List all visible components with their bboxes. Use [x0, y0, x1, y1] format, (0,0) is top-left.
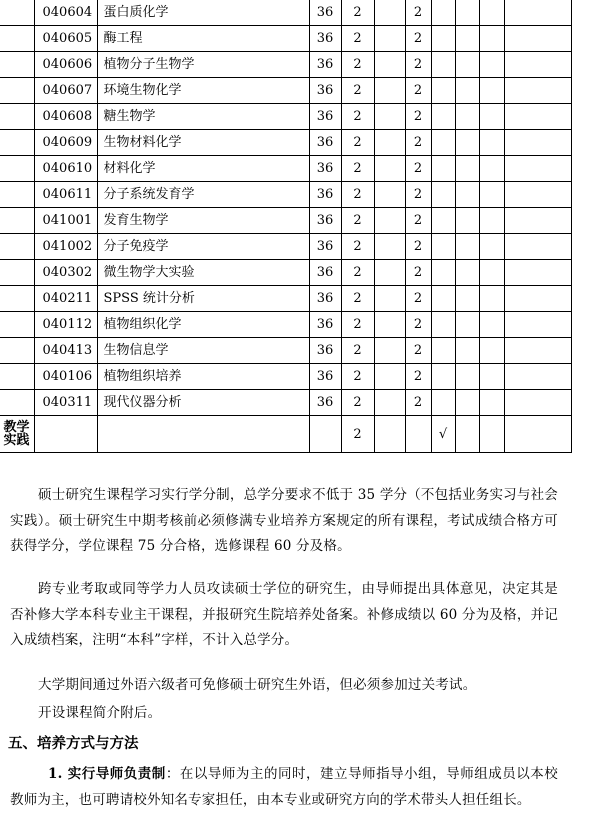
table-row [0, 104, 571, 130]
course-name: SPSS 统计分析 [97, 286, 309, 312]
empty-cell [504, 260, 571, 286]
course-hours: 36 [309, 78, 341, 104]
empty-cell [455, 312, 479, 338]
course-credits: 2 [341, 0, 374, 26]
course-semester: 2 [405, 26, 431, 52]
category-cell [0, 0, 34, 26]
course-name: 材料化学 [97, 156, 309, 182]
category-cell [0, 364, 34, 390]
course-credits: 2 [341, 338, 374, 364]
course-credits: 2 [341, 364, 374, 390]
practice-check-mark: √ [431, 416, 455, 453]
empty-cell [455, 182, 479, 208]
empty-cell [455, 156, 479, 182]
empty-cell [431, 26, 455, 52]
course-semester: 2 [405, 130, 431, 156]
empty-cell [504, 78, 571, 104]
paragraph-language-exemption: 大学期间通过外语六级者可免修硕士研究生外语，但必须参加过关考试。 [38, 677, 477, 693]
course-code: 040611 [34, 182, 97, 208]
empty-cell [455, 234, 479, 260]
empty-cell [479, 260, 504, 286]
empty-cell [455, 416, 479, 453]
course-credits: 2 [341, 182, 374, 208]
course-code: 040311 [34, 390, 97, 416]
course-hours: 36 [309, 182, 341, 208]
course-code: 040606 [34, 52, 97, 78]
course-name: 酶工程 [97, 26, 309, 52]
course-semester: 2 [405, 234, 431, 260]
course-name: 糖生物学 [97, 104, 309, 130]
paragraph-course-intro: 开设课程简介附后。 [38, 705, 162, 721]
course-name: 分子免疫学 [97, 234, 309, 260]
category-cell [0, 26, 34, 52]
category-cell [0, 234, 34, 260]
empty-cell [455, 78, 479, 104]
table-row [0, 286, 571, 312]
empty-cell [374, 0, 405, 26]
course-semester: 2 [405, 260, 431, 286]
paragraph-credit-system: 硕士研究生课程学习实行学分制，总学分要求不低于 35 学分（不包括业务实习与社会实践）。硕士研究生中期考核前必须修满专业培养方案规定的所有课程，考试成绩合格方可获得学分，学位课程 75 分合格，选修课程 60 分及格。 [10, 487, 558, 554]
course-code: 040605 [34, 26, 97, 52]
course-credits: 2 [341, 78, 374, 104]
table-row [0, 260, 571, 286]
table-row-teaching-practice [0, 416, 571, 453]
empty-cell [504, 52, 571, 78]
course-code: 040609 [34, 130, 97, 156]
empty-cell [455, 0, 479, 26]
table-row [0, 52, 571, 78]
course-code: 040211 [34, 286, 97, 312]
empty-cell [479, 312, 504, 338]
course-code: 040607 [34, 78, 97, 104]
empty-cell [479, 156, 504, 182]
empty-cell [504, 416, 571, 453]
table-row [0, 234, 571, 260]
empty-cell [374, 26, 405, 52]
course-name: 生物信息学 [97, 338, 309, 364]
course-hours: 36 [309, 26, 341, 52]
course-name: 植物组织化学 [97, 312, 309, 338]
course-semester: 2 [405, 182, 431, 208]
empty-cell [374, 78, 405, 104]
table-row [0, 130, 571, 156]
course-semester: 2 [405, 390, 431, 416]
course-code: 040610 [34, 156, 97, 182]
course-name: 现代仪器分析 [97, 390, 309, 416]
empty-cell [374, 52, 405, 78]
empty-cell [431, 286, 455, 312]
empty-cell [479, 78, 504, 104]
empty-cell [479, 26, 504, 52]
course-hours: 36 [309, 390, 341, 416]
empty-cell [374, 390, 405, 416]
empty-cell [431, 312, 455, 338]
course-hours: 36 [309, 208, 341, 234]
course-credits: 2 [341, 104, 374, 130]
course-credits: 2 [341, 208, 374, 234]
empty-cell [374, 234, 405, 260]
table-row [0, 0, 571, 26]
table-row [0, 208, 571, 234]
empty-cell [34, 416, 97, 453]
empty-cell [431, 208, 455, 234]
empty-cell [374, 286, 405, 312]
table-row [0, 312, 571, 338]
empty-cell [479, 208, 504, 234]
empty-cell [455, 26, 479, 52]
empty-cell [431, 78, 455, 104]
course-hours: 36 [309, 104, 341, 130]
table-row [0, 78, 571, 104]
empty-cell [479, 182, 504, 208]
empty-cell [431, 104, 455, 130]
course-semester: 2 [405, 156, 431, 182]
table-row [0, 338, 571, 364]
course-semester: 2 [405, 286, 431, 312]
empty-cell [504, 182, 571, 208]
empty-cell [479, 416, 504, 453]
empty-cell [479, 0, 504, 26]
course-hours: 36 [309, 286, 341, 312]
course-semester: 2 [405, 52, 431, 78]
empty-cell [455, 130, 479, 156]
course-semester: 2 [405, 338, 431, 364]
empty-cell [431, 156, 455, 182]
empty-cell [479, 130, 504, 156]
course-name: 蛋白质化学 [97, 0, 309, 26]
practice-credits: 2 [341, 416, 374, 453]
empty-cell [405, 416, 431, 453]
empty-cell [374, 260, 405, 286]
empty-cell [431, 260, 455, 286]
empty-cell [374, 104, 405, 130]
category-cell [0, 182, 34, 208]
category-cell [0, 156, 34, 182]
empty-cell [455, 52, 479, 78]
course-credits: 2 [341, 156, 374, 182]
empty-cell [374, 416, 405, 453]
category-teaching-practice [0, 416, 34, 453]
empty-cell [431, 234, 455, 260]
category-line: 教学 [3, 420, 30, 435]
empty-cell [455, 286, 479, 312]
empty-cell [431, 338, 455, 364]
course-code: 040608 [34, 104, 97, 130]
course-hours: 36 [309, 338, 341, 364]
empty-cell [504, 104, 571, 130]
empty-cell [455, 260, 479, 286]
empty-cell [504, 338, 571, 364]
course-name: 生物材料化学 [97, 130, 309, 156]
category-cell [0, 130, 34, 156]
category-cell [0, 338, 34, 364]
course-code: 040604 [34, 0, 97, 26]
empty-cell [504, 312, 571, 338]
empty-cell [97, 416, 309, 453]
category-cell [0, 78, 34, 104]
empty-cell [374, 338, 405, 364]
empty-cell [374, 312, 405, 338]
empty-cell [479, 390, 504, 416]
course-hours: 36 [309, 234, 341, 260]
course-semester: 2 [405, 104, 431, 130]
paragraph-remedial-courses: 跨专业考取或同等学力人员攻读硕士学位的研究生，由导师提出具体意见，决定其是否补修大学本科专业主干课程，并报研究生院培养处备案。补修成绩以 60 分为及格，并记入成绩档案，注明“本科”字样，不计入总学分。 [10, 581, 558, 648]
course-code: 040413 [34, 338, 97, 364]
item-text: ：在以导师为主的同时，建立导师指导小组，导师组成员以本校教师为主，也可聘请校外知名专家担任，由本专业或研究方向的学术带头人担任组长。 [10, 766, 559, 808]
course-name: 植物组织培养 [97, 364, 309, 390]
course-credits: 2 [341, 52, 374, 78]
empty-cell [479, 364, 504, 390]
empty-cell [374, 130, 405, 156]
empty-cell [504, 130, 571, 156]
empty-cell [479, 52, 504, 78]
course-name: 发育生物学 [97, 208, 309, 234]
course-code: 041001 [34, 208, 97, 234]
course-credits: 2 [341, 390, 374, 416]
course-hours: 36 [309, 130, 341, 156]
empty-cell [479, 338, 504, 364]
empty-cell [504, 364, 571, 390]
table-row [0, 156, 571, 182]
empty-cell [374, 364, 405, 390]
category-cell [0, 390, 34, 416]
course-semester: 2 [405, 364, 431, 390]
empty-cell [504, 208, 571, 234]
category-line: 实践 [3, 433, 30, 448]
course-code: 040302 [34, 260, 97, 286]
course-name: 分子系统发育学 [97, 182, 309, 208]
table-row [0, 364, 571, 390]
course-semester: 2 [405, 0, 431, 26]
course-credits: 2 [341, 130, 374, 156]
empty-cell [479, 286, 504, 312]
empty-cell [309, 416, 341, 453]
category-cell [0, 312, 34, 338]
empty-cell [504, 156, 571, 182]
course-credits: 2 [341, 312, 374, 338]
table-row [0, 182, 571, 208]
empty-cell [504, 234, 571, 260]
course-name: 微生物学大实验 [97, 260, 309, 286]
empty-cell [504, 286, 571, 312]
empty-cell [431, 364, 455, 390]
empty-cell [455, 338, 479, 364]
empty-cell [431, 52, 455, 78]
table-row [0, 26, 571, 52]
empty-cell [374, 182, 405, 208]
empty-cell [431, 390, 455, 416]
course-name: 环境生物化学 [97, 78, 309, 104]
empty-cell [504, 26, 571, 52]
empty-cell [455, 208, 479, 234]
course-credits: 2 [341, 234, 374, 260]
empty-cell [479, 234, 504, 260]
empty-cell [455, 390, 479, 416]
empty-cell [374, 208, 405, 234]
empty-cell [479, 104, 504, 130]
course-code: 040106 [34, 364, 97, 390]
item-supervisor-responsibility [10, 762, 558, 813]
empty-cell [504, 0, 571, 26]
course-semester: 2 [405, 78, 431, 104]
category-cell [0, 286, 34, 312]
category-cell [0, 104, 34, 130]
course-semester: 2 [405, 312, 431, 338]
course-credits: 2 [341, 286, 374, 312]
category-cell [0, 208, 34, 234]
course-hours: 36 [309, 0, 341, 26]
course-hours: 36 [309, 312, 341, 338]
empty-cell [431, 130, 455, 156]
empty-cell [431, 0, 455, 26]
empty-cell [431, 182, 455, 208]
category-cell [0, 260, 34, 286]
empty-cell [504, 390, 571, 416]
empty-cell [455, 104, 479, 130]
course-code: 040112 [34, 312, 97, 338]
table-row [0, 390, 571, 416]
empty-cell [455, 364, 479, 390]
course-hours: 36 [309, 52, 341, 78]
course-credits: 2 [341, 260, 374, 286]
course-hours: 36 [309, 156, 341, 182]
section-heading: 五、培养方式与方法 [8, 736, 139, 752]
course-hours: 36 [309, 260, 341, 286]
item-label: 1. 实行导师负责制 [48, 766, 166, 782]
course-hours: 36 [309, 364, 341, 390]
course-code: 041002 [34, 234, 97, 260]
category-cell [0, 52, 34, 78]
course-name: 植物分子生物学 [97, 52, 309, 78]
empty-cell [374, 156, 405, 182]
course-semester: 2 [405, 208, 431, 234]
course-credits: 2 [341, 26, 374, 52]
